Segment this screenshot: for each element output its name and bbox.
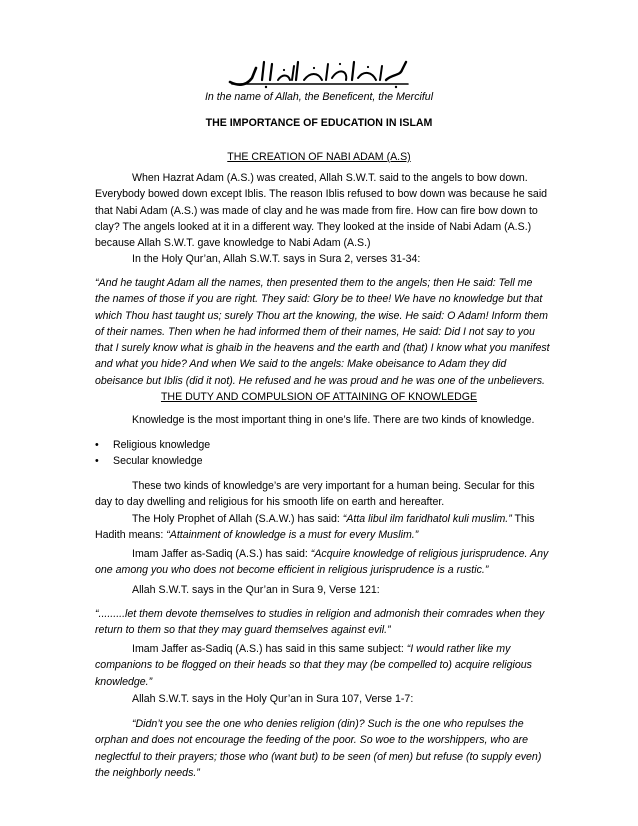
bullet-icon: • bbox=[95, 439, 99, 451]
list-item: • Secular knowledge bbox=[95, 455, 203, 467]
hadith-paragraph: The Holy Prophet of Allah (S.A.W.) has said: “Atta libul ilm faridhatol kuli muslim.” This Hadith means: “Attainment of knowledge is a must for every Muslim.” bbox=[95, 513, 535, 542]
bullet-icon: • bbox=[95, 455, 99, 467]
sura2-intro: In the Holy Qur’an, Allah S.W.T. says in Sura 2, verses 31-34: bbox=[132, 253, 421, 265]
sura9-quote: “.........let them devote themselves to studies in religion and admonish their comrades when they return to them so that they may guard themselves against evil.” bbox=[95, 608, 545, 637]
bismillah-translation: In the name of Allah, the Beneficent, the Merciful bbox=[204, 91, 434, 103]
sura9-intro: Allah S.W.T. says in the Qur’an in Sura 9, Verse 121: bbox=[132, 584, 380, 596]
imam-sadiq-quote-2: Imam Jaffer as-Sadiq (A.S.) has said in this same subject: “I would rather like my companions to be flogged on their heads so that they may (be compelled to) acquire religious knowledge.” bbox=[95, 643, 532, 688]
imam-sadiq-quote-1: Imam Jaffer as-Sadiq (A.S.) has said: “Acquire knowledge of religious jurisprudence. Any one among you who does not become efficient in religious jurisprudence is a rustic.” bbox=[95, 548, 549, 577]
sura2-quote: “And he taught Adam all the names, then presented them to the angels; then He said: Tell me the names of those if you are right. They said: Glory be to thee! We have no knowledge but that which Thou hast taught us; surely Thou art the knowing, the wise. He said: O Adam! Inform them of their names. Then when he had informed them of their names, He said: Did I not say to you that I surely know what is ghaib in the heavens and the earth and (that) I know what you manifest and what you hide? And when We said to the angels: Make obeisance to Adam they did obeisance but Iblis (did it not). He refused and he was proud and he was one of the unbelievers. bbox=[95, 277, 550, 387]
sura107-quote: “Didn’t you see the one who denies religion (din)? Such is the one who repulses the orphan and does not encourage the feeding of the poor. So woe to the worshippers, who are neglectful to their prayers; those who (want but) to be seen (of men) but refuse (to supply even) the neighborly needs.” bbox=[95, 718, 542, 779]
creation-paragraph: When Hazrat Adam (A.S.) was created, Allah S.W.T. said to the angels to bow down. Everybody bowed down except Iblis. The reason Iblis refused to bow down was because he said that Nabi Adam (A.S.) was made of clay and he was made from fire. How can fire bow down to clay? The angels looked at it in a different way. They looked at the inside of Nabi Adam (A.S.) because Allah S.W.T. gave knowledge to Nabi Adam (A.S.) bbox=[95, 172, 548, 250]
knowledge-intro: Knowledge is the most important thing in one’s life. There are two kinds of knowledge. bbox=[132, 414, 535, 426]
sura107-intro: Allah S.W.T. says in the Holy Qur’an in Sura 107, Verse 1-7: bbox=[132, 693, 414, 705]
document-title: THE IMPORTANCE OF EDUCATION IN ISLAM bbox=[205, 117, 433, 129]
section-heading-duty: THE DUTY AND COMPULSION OF ATTAINING OF KNOWLEDGE bbox=[160, 391, 478, 403]
section-heading-creation: THE CREATION OF NABI ADAM (A.S) bbox=[227, 151, 411, 163]
bismillah-calligraphy bbox=[226, 56, 412, 90]
list-item: • Religious knowledge bbox=[95, 439, 211, 451]
knowledge-types-paragraph: These two kinds of knowledge’s are very important for a human being. Secular for this day to day dwelling and religious for his smooth life on earth and hereafter. bbox=[95, 480, 535, 509]
